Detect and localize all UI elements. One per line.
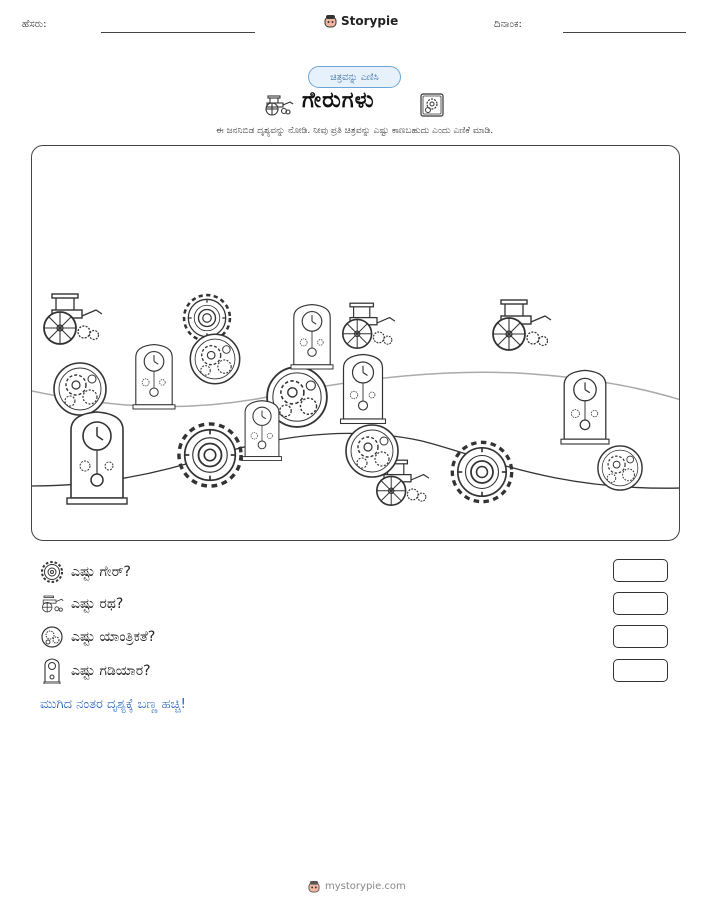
scene-gear: [452, 442, 511, 501]
storypie-mascot-icon: [324, 14, 337, 28]
question-text: ಎಷ್ಟು ಗೇರ್?: [71, 564, 131, 580]
question-row: [40, 591, 123, 617]
scene-gear: [184, 295, 230, 341]
scene-clock: [243, 401, 282, 461]
answer-box-gears[interactable]: [613, 559, 668, 582]
scene-mechanism: [54, 363, 106, 415]
name-line[interactable]: [101, 32, 255, 33]
date-line[interactable]: [563, 32, 686, 33]
scene-mechanism: [598, 446, 642, 490]
storypie-mascot-icon: [308, 880, 320, 893]
finish-note: ಮುಗಿದ ನಂತರ ದೃಶ್ಯಕ್ಕೆ ಬಣ್ಣ ಹಚ್ಚಿ!: [40, 697, 186, 712]
answer-box-clocks[interactable]: [613, 659, 668, 682]
date-label: ದಿನಾಂಕ:: [494, 19, 522, 30]
cart-title-icon: [262, 94, 294, 116]
cart-icon: [40, 592, 64, 616]
scene-mechanism: [346, 425, 398, 477]
scene-mechanism: [190, 334, 239, 383]
scene-cart: [343, 303, 395, 348]
scene-clock: [291, 305, 333, 369]
answer-box-mechanisms[interactable]: [613, 625, 668, 648]
scene-cart: [44, 294, 102, 344]
scene-gear: [179, 424, 241, 486]
gear-icon: [40, 560, 64, 584]
activity-tag: ಚಿತ್ರವನ್ನು ಎಣಿಸಿ: [308, 66, 401, 88]
mechanism-icon: [40, 625, 64, 649]
name-label: ಹೆಸರು:: [22, 19, 47, 30]
scene-clock: [341, 355, 386, 424]
counting-scene: [31, 145, 680, 541]
question-row: [40, 658, 151, 684]
scene-illustration: [32, 146, 680, 541]
mechanism-title-icon: [419, 92, 445, 118]
footer: [308, 880, 406, 893]
scene-clock: [561, 370, 609, 444]
question-row: [40, 624, 155, 650]
question-row: [40, 559, 131, 585]
scene-clock: [133, 345, 175, 409]
footer-url[interactable]: mystorypie.com: [325, 881, 406, 892]
scene-clock: [67, 412, 127, 504]
instruction-text: ಈ ಜನನಿಬಿಡ ದೃಶ್ಯವನ್ನು ನೋಡಿ. ನೀವು ಪ್ರತಿ ಚಿತ್ರವನ್ನು ಎಷ್ಟು ಕಾಣಬಹುದು ಎಂದು ಎಣಿಕೆ ಮಾಡಿ.: [215, 126, 494, 136]
scene-cart: [493, 300, 551, 350]
page-title: ಗೇರುಗಳು: [302, 88, 375, 113]
brand-logo: [324, 14, 398, 28]
question-text: ಎಷ್ಟು ಗಡಿಯಾರ?: [71, 663, 151, 679]
question-text: ಎಷ್ಟು ಯಾಂತ್ರಿಕತೆ?: [71, 629, 156, 645]
clock-icon: [40, 659, 64, 683]
question-text: ಎಷ್ಟು ರಥ?: [71, 596, 124, 612]
answer-box-carts[interactable]: [613, 592, 668, 615]
brand-name: Storypie: [341, 14, 399, 28]
